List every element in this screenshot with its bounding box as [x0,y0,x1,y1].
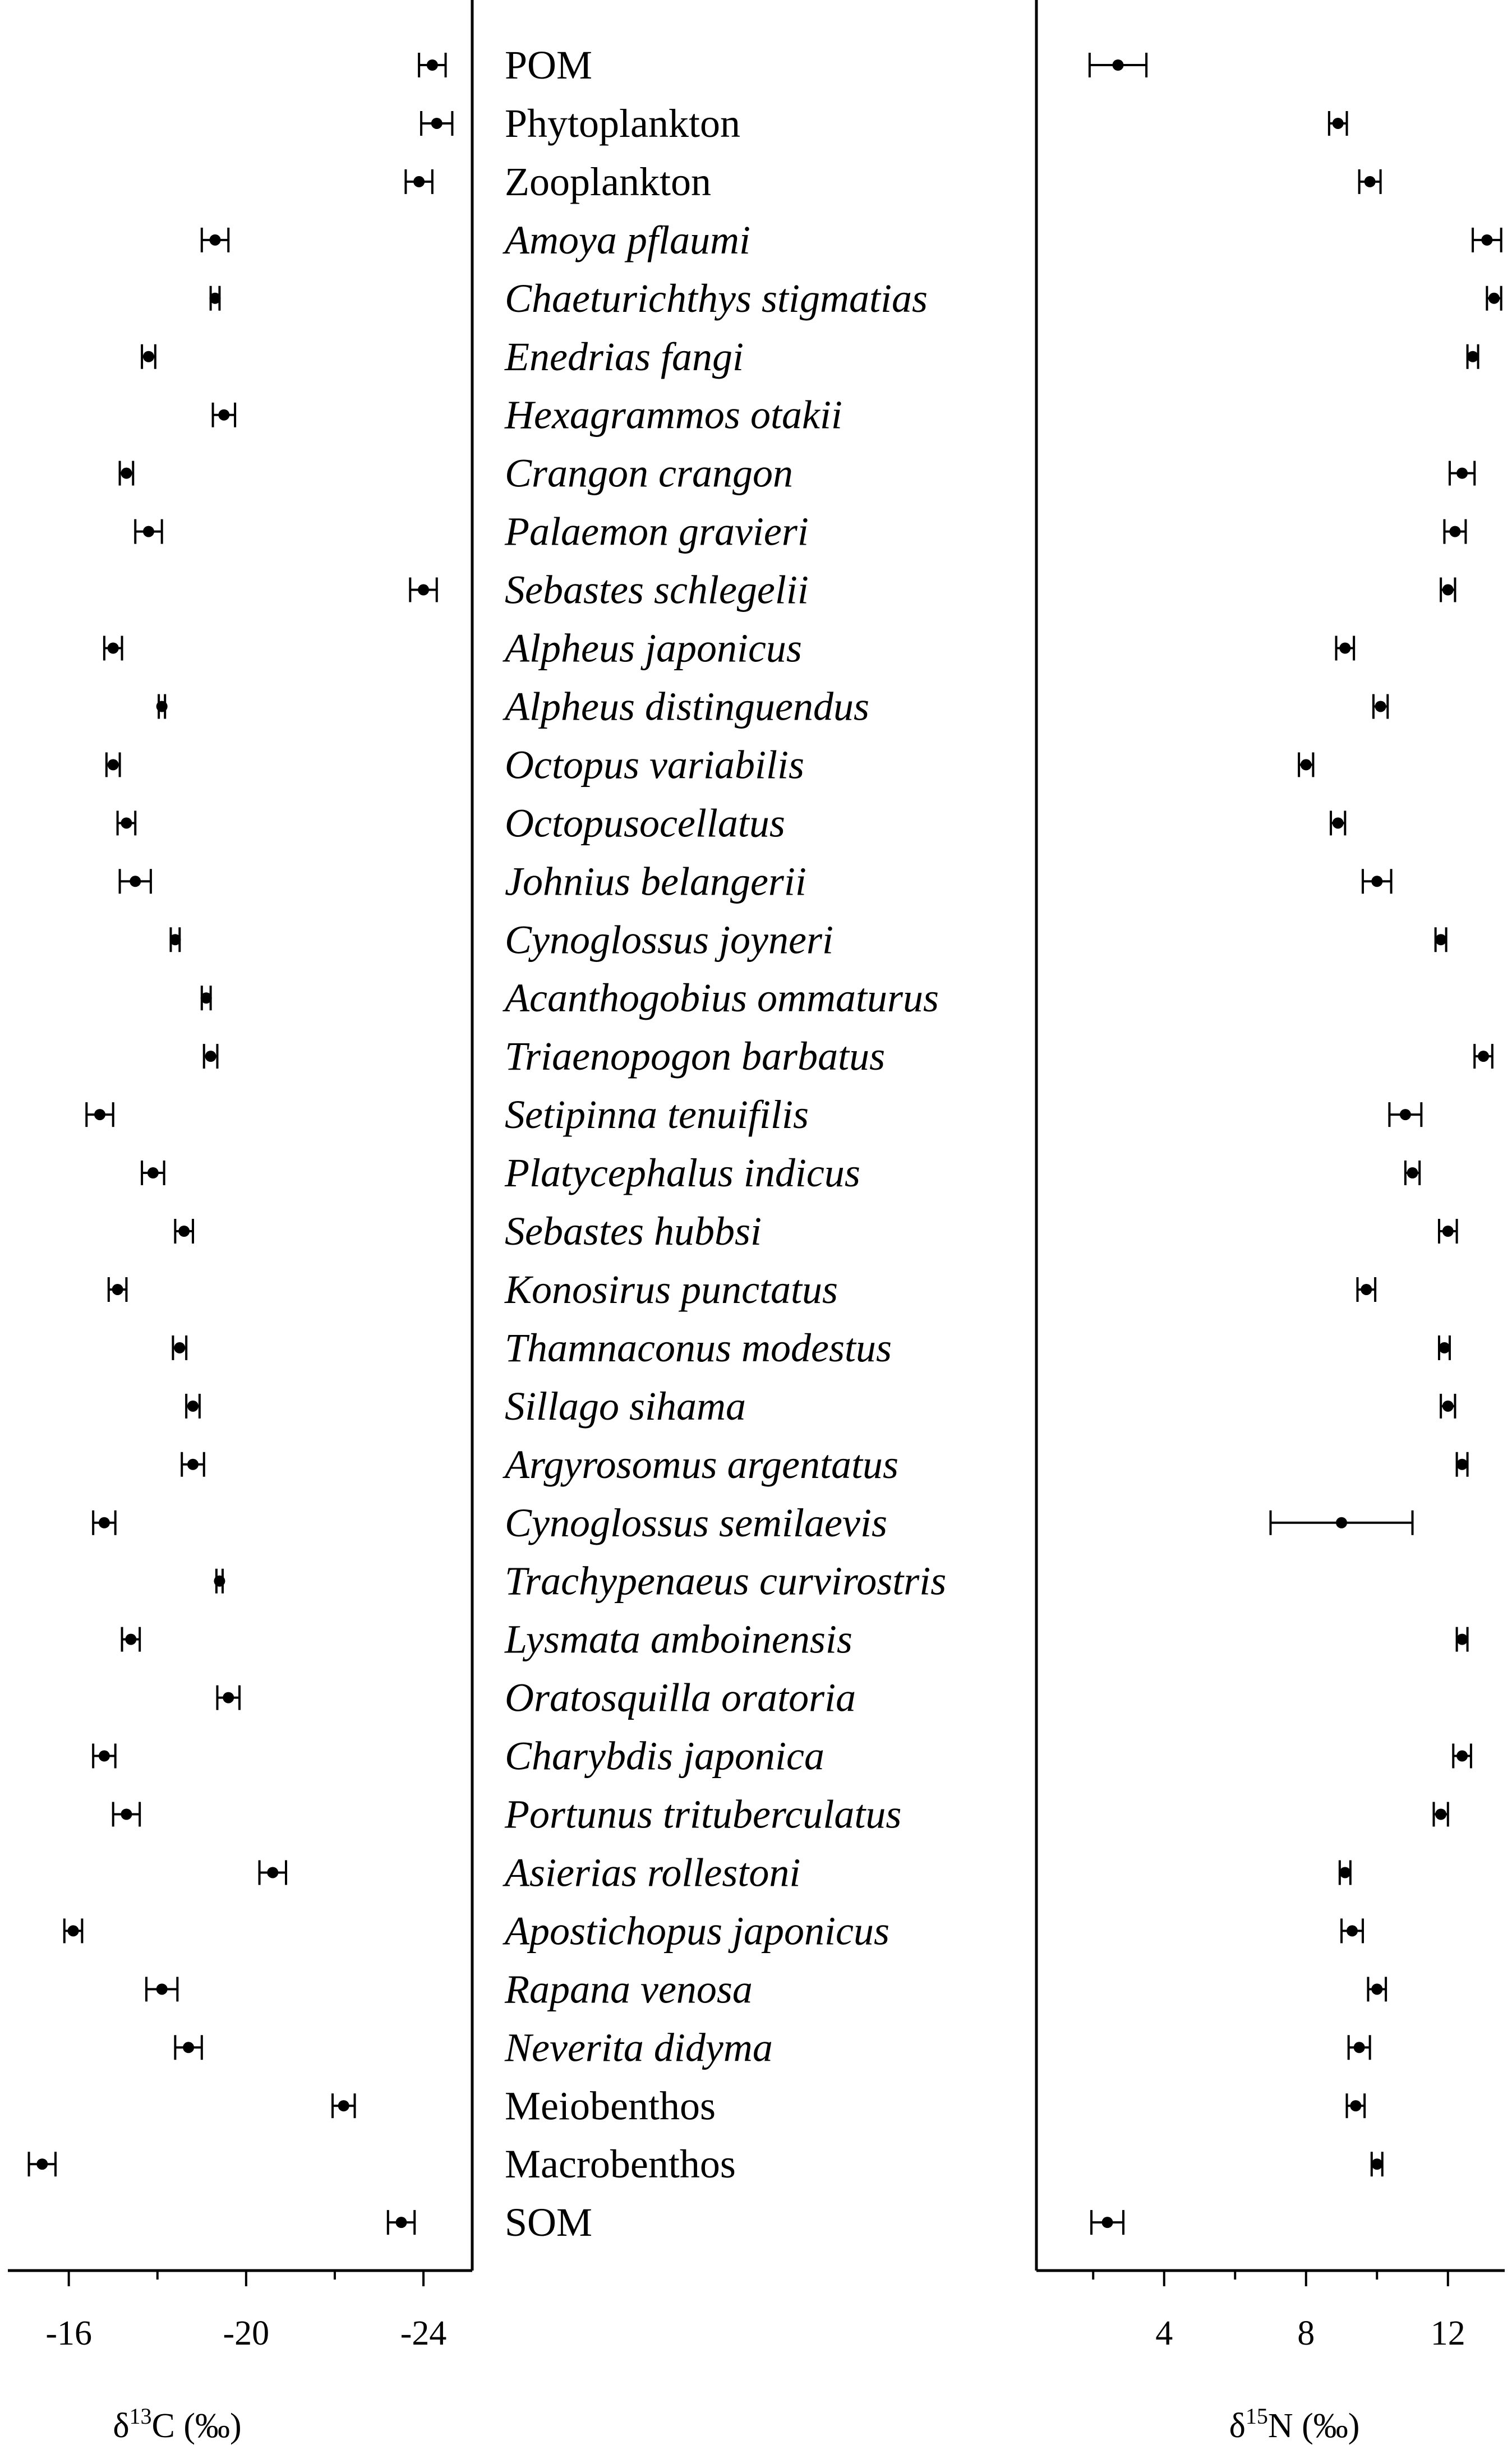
data-point [210,293,221,304]
d15n-point [1405,1161,1419,1185]
data-point [156,1983,168,1995]
d13c-point [388,2210,414,2235]
d13c-point [93,1511,116,1535]
d13c-point [210,286,221,311]
category-label: Cynoglossus semilaevis [505,1500,887,1545]
data-point [1449,526,1460,537]
d13c-point [201,986,212,1010]
category-label: POM [505,43,593,88]
d13c-point [113,1802,140,1827]
data-point [210,234,221,246]
data-point [143,351,154,362]
data-point [1456,1459,1468,1470]
d13c-point [202,228,228,252]
d15n-point [1363,869,1391,894]
d13c-point [260,1860,286,1885]
d13c-point [64,1918,82,1943]
data-point [1400,1109,1411,1120]
data-point [1442,1401,1454,1412]
data-point [1435,934,1446,945]
category-label: Portunus trituberculatus [505,1792,902,1837]
category-label: Palaemon gravieri [505,509,809,554]
d13c-point [173,1336,186,1360]
category-label: Lysmata amboinensis [505,1617,852,1662]
category-label: SOM [505,2200,593,2245]
right-x-tick-label: 12 [1430,2314,1465,2352]
d13c-point [182,1452,204,1477]
data-point [108,759,119,770]
d13c-point [421,111,452,136]
d15n-point [1439,1219,1457,1244]
d15n-point [1299,752,1313,777]
d13c-point [135,519,162,544]
data-point [1102,2217,1113,2228]
d13c-point [109,1277,127,1302]
data-point [108,643,119,654]
d15n-point [1389,1102,1421,1127]
d15n-point [1342,1918,1363,1943]
d13c-point [107,752,120,777]
d15n-point [1368,1977,1386,2001]
category-label: Cynoglossus joyneri [505,917,833,963]
d15n-point [1271,1511,1413,1535]
left-x-tick-label: -20 [223,2314,270,2352]
category-label: Johnius belangerii [505,859,806,904]
data-point [1112,59,1123,71]
category-labels [503,43,946,2245]
data-point [205,1051,216,1062]
d15n-point [1435,927,1446,952]
data-point [214,1576,225,1587]
data-point [36,2158,48,2170]
d15n-point [1441,578,1455,602]
d15n-point [1349,2035,1370,2060]
data-point [187,1459,199,1470]
category-label: Macrobenthos [505,2142,736,2187]
d15n-point [1487,286,1501,311]
category-label: Sebastes hubbsi [505,1209,762,1254]
data-point [99,1517,110,1528]
d13c-point [175,1219,193,1244]
category-label: Octopus variabilis [505,742,804,788]
d15n-point [1373,694,1387,719]
data-point [201,992,212,1003]
data-point [1467,351,1478,362]
d13c-point [405,169,432,194]
data-point [1442,584,1454,596]
d13c-point [104,636,122,661]
d15n-point [1467,344,1478,369]
category-label: Acanthogobius ommaturus [505,975,939,1021]
data-point [427,59,438,71]
category-label: Hexagrammos otakii [505,392,842,438]
data-point [396,2217,407,2228]
data-point [99,1751,110,1762]
data-point [1407,1167,1418,1178]
data-point [183,2042,194,2053]
data-point [130,876,141,887]
data-point [1481,234,1492,246]
d15n-point [1433,1802,1448,1827]
data-point [1371,1983,1382,1995]
d15n-point [1339,1860,1350,1885]
d15n-point [1453,1744,1471,1769]
data-point [1371,876,1382,887]
category-label: Triaenopogon barbatus [505,1034,886,1079]
delta15n-panel [1036,0,1505,2352]
data-point [1336,1517,1347,1528]
data-point [1456,1634,1468,1645]
data-point [1347,1925,1358,1936]
category-label: Konosirus punctatus [505,1267,838,1312]
category-label: Asierias rollestoni [505,1850,801,1895]
d13c-point [122,1627,140,1652]
category-label: Octopusocellatus [505,800,785,846]
data-point [1456,468,1468,479]
data-point [267,1867,278,1878]
data-point [1365,176,1376,187]
data-point [94,1109,105,1120]
data-point [1435,1809,1446,1820]
category-label: Sillago sihama [505,1383,746,1429]
data-point [68,1925,79,1936]
category-label: Amoya pflaumi [505,217,750,263]
delta13c-panel [8,0,472,2352]
data-point [1371,2158,1382,2170]
data-point [1339,643,1350,654]
category-label: Apostichopus japonicus [505,1908,889,1954]
left-x-axis-title: $\delta^{13}C$ (‰) [113,2403,242,2445]
category-label: Crangon crangon [505,450,794,496]
data-point [112,1284,123,1295]
category-label: Phytoplankton [505,100,741,146]
category-label: Argyrosomus argentatus [505,1442,898,1487]
d13c-point [169,927,181,952]
data-point [223,1692,234,1703]
data-point [121,1809,132,1820]
d13c-point [142,1161,164,1185]
left-x-tick-label: -24 [400,2314,447,2352]
category-label: Sebastes schlegelii [505,567,809,613]
d15n-point [1456,1627,1468,1652]
right-x-tick-label: 4 [1155,2314,1173,2352]
category-label: Meiobenthos [505,2083,716,2129]
data-point [143,526,154,537]
right-x-axis-title: $\delta^{15}N$ (‰) [1229,2403,1360,2445]
category-label: Oratosquilla oratoria [505,1675,856,1720]
data-point [1361,1284,1372,1295]
data-point [1339,1867,1350,1878]
data-point [125,1634,136,1645]
d15n-point [1347,2093,1365,2118]
data-point [413,176,425,187]
d15n-point [1329,111,1347,136]
d13c-point [93,1744,116,1769]
d13c-point [156,694,168,719]
left-x-tick-label: -16 [45,2314,92,2352]
category-label: Charybdis japonica [505,1733,824,1779]
d13c-point [146,1977,177,2001]
d13c-point [419,53,445,77]
data-point [1350,2100,1361,2111]
category-label: Zooplankton [505,159,711,204]
data-point [156,701,168,712]
data-point [178,1226,190,1237]
d13c-point [410,578,436,602]
d15n-point [1090,53,1146,77]
data-point [1333,817,1344,828]
d13c-point [86,1102,113,1127]
d15n-point [1444,519,1465,544]
data-point [431,118,442,129]
data-point [187,1401,199,1412]
category-label: Thamnaconus modestus [505,1325,892,1370]
data-point [174,1342,185,1353]
data-point [218,409,229,421]
category-label: Chaeturichthys stigmatias [505,275,928,321]
category-label: Alpheus japonicus [505,625,802,671]
d15n-point [1359,169,1381,194]
data-point [1301,759,1312,770]
data-point [1333,118,1344,129]
d15n-point [1474,1044,1492,1069]
d13c-point [214,1569,225,1594]
d13c-point [217,1686,239,1710]
data-point [1375,701,1386,712]
d13c-point [120,461,133,486]
d13c-point [204,1044,218,1069]
data-point [1488,293,1500,304]
data-point [1354,2042,1365,2053]
d15n-point [1371,2152,1382,2176]
data-point [1442,1226,1454,1237]
data-point [1478,1051,1489,1062]
category-label: Rapana venosa [505,1967,753,2012]
d15n-point [1456,1452,1468,1477]
d15n-point [1336,636,1354,661]
data-point [121,817,132,828]
d13c-point [213,403,236,427]
category-label: Alpheus distinguendus [505,684,869,729]
d15n-point [1441,1394,1455,1419]
d13c-point [118,811,136,835]
d13c-point [120,869,151,894]
d13c-point [175,2035,201,2060]
d13c-point [333,2093,355,2118]
category-label: Neverita didyma [505,2025,773,2070]
right-x-tick-label: 8 [1297,2314,1315,2352]
data-point [338,2100,349,2111]
data-point [147,1167,159,1178]
category-label: Setipinna tenuifilis [505,1092,809,1138]
d13c-point [142,344,155,369]
data-point [1456,1751,1468,1762]
data-point [1439,1342,1450,1353]
category-label: Trachypenaeus curvirostris [505,1558,947,1604]
d15n-point [1331,811,1345,835]
data-point [121,468,132,479]
d15n-point [1091,2210,1123,2235]
d13c-point [186,1394,200,1419]
data-point [169,934,181,945]
category-label: Platycephalus indicus [505,1150,860,1196]
d15n-point [1439,1336,1450,1360]
d13c-point [29,2152,56,2176]
category-label: Enedrias fangi [505,334,744,379]
d15n-point [1357,1277,1375,1302]
d15n-point [1473,228,1501,252]
d15n-point [1450,461,1474,486]
data-point [418,584,429,596]
